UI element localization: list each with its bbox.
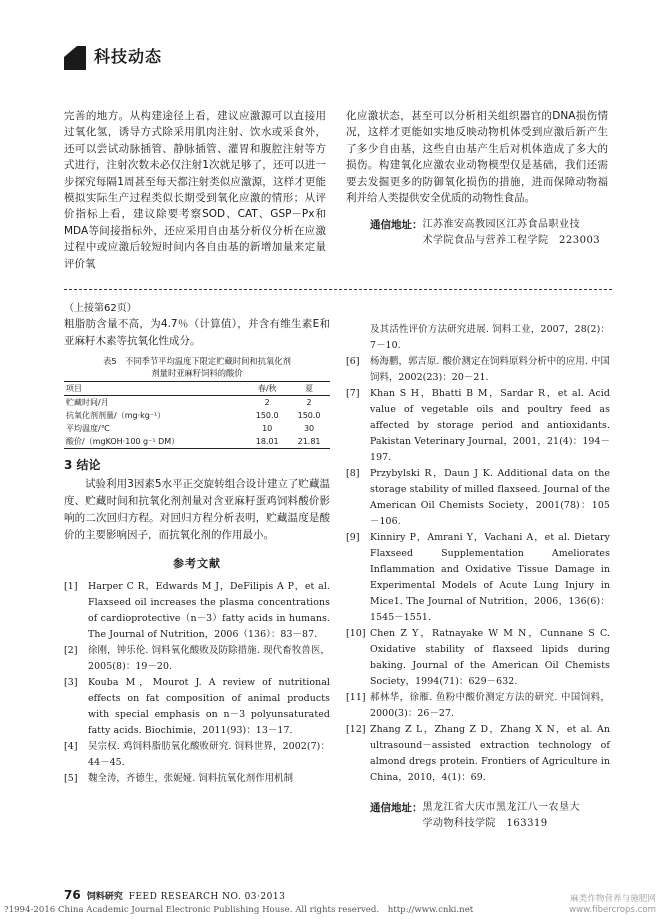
table-cell: 2 — [306, 398, 312, 407]
reference-number: [1] — [64, 580, 78, 592]
reference-item — [346, 386, 610, 466]
reference-item — [64, 739, 330, 771]
intro-paragraph: 粗脂肪含量不高，为4.7％（计算值），并含有维生素E和亚麻籽木素等抗氧化性成分。 — [64, 318, 330, 347]
reference-item — [64, 579, 330, 643]
address-body — [423, 217, 601, 249]
reference-list-left — [64, 579, 330, 787]
table-title — [64, 355, 330, 379]
table-cell: 2 — [264, 398, 270, 407]
top-article-right-column — [346, 108, 608, 249]
page-footer — [64, 888, 285, 902]
reference-number: [3] — [64, 676, 78, 688]
watermark-line: www.fibercrops.com — [569, 905, 656, 915]
reference-item — [346, 322, 610, 354]
table-title-line: 表5 不同季节平均温度下限定贮藏时间和抗氧化剂 — [103, 356, 291, 366]
reference-text: Chen Z Y，Ratnayake W M N，Cunnane S C. Oxidative stability of flaxseed lipids during baking. Journal of the American Oil Chemists Society，1994(71)：629－632. — [370, 628, 610, 687]
table-cell: 21.81 — [288, 435, 330, 449]
reference-text: 徐刚，钟乐伦. 饲料氧化酸败及防除措施. 现代畜牧兽医，2005(8)：19－20. — [88, 644, 330, 672]
reference-list-right — [346, 322, 610, 786]
reference-number: [6] — [346, 356, 360, 367]
table-row — [64, 422, 330, 435]
reference-item — [346, 722, 610, 786]
top-article-left-column — [64, 108, 326, 272]
top-article-right-text: 化应激状态，甚至可以分析相关组织器官的DNA损伤情况，这样才更能如实地反映动物机体受到应激后新产生了多少自由基，这些自由基产生后对机体造成了多大的损伤。构建氧化应激农业动物模型仅是基础，我们还需要去发掘更多的防御氧化损伤的措施，进而保障动物福利并给人类提供安全优质的动物性食品。 — [346, 110, 608, 205]
reference-item — [346, 354, 610, 386]
table-row — [64, 409, 330, 422]
bottom-article-left-column — [64, 302, 330, 787]
acid-value-table — [64, 381, 330, 449]
table-row — [64, 396, 330, 410]
reference-text: Zhang Z L，Zhang Z D，Zhang X N，et al. An ultrasound－assisted extraction technology of almond dregs protein. Frontiers of Agriculture in China，2010，4(1)：69. — [370, 724, 610, 783]
reference-item — [346, 690, 610, 722]
address-line: 黑龙江省大庆市黑龙江八一农垦大 — [422, 802, 580, 813]
reference-item — [346, 466, 610, 530]
references-heading: 参考文献 — [173, 557, 221, 571]
reference-number: [9] — [346, 532, 360, 543]
table-cell: 10 — [262, 424, 273, 433]
address-body — [423, 800, 581, 832]
journal-name: 饲料研究 — [86, 892, 123, 902]
table-header-cell: 春/秋 — [246, 382, 288, 396]
reference-text: 郝林华，徐雁. 鱼粉中酸价测定方法的研究. 中国饲料，2000(3)：26－27. — [370, 692, 610, 719]
section-title: 科技动态 — [94, 47, 163, 66]
address-label: 通信地址： — [370, 219, 423, 232]
reference-number: [12] — [346, 724, 366, 735]
address-label: 通信地址： — [370, 802, 423, 814]
reference-number: [11] — [346, 692, 366, 703]
watermark — [534, 894, 656, 916]
reference-item — [346, 626, 610, 690]
table-header-cell: 项目 — [64, 382, 246, 396]
reference-text: 吴宗权. 鸡饲料脂肪氧化酸败研究. 饲料世界，2002(7)：44－45. — [88, 740, 330, 768]
table-title-line: 剂量时亚麻籽饲料的酸价 — [151, 368, 243, 378]
copyright-line: ?1994-2016 China Academic Journal Electronic Publishing House. All rights reserved. http://www.cnki.net — [4, 905, 474, 915]
reference-text: Khan S H，Bhatti B M，Sardar R，et al. Acid value of vegetable oils and poultry feed as affected by storage period and antioxidants. Pakistan Veterinary Journal，2001，21(4)：194－197. — [370, 388, 610, 463]
reference-number: [4] — [64, 740, 78, 752]
reference-number: [5] — [64, 772, 78, 784]
bottom-address — [346, 800, 610, 832]
reference-text: 杨海鹏，郭吉原. 酸价测定在饲料原料分析中的应用. 中国饲料，2002(23)：20－21. — [370, 356, 610, 383]
reference-number: [7] — [346, 388, 360, 399]
table-cell: 30 — [303, 424, 315, 433]
table-row — [64, 435, 330, 449]
table-cell: 贮藏时间/月 — [66, 398, 109, 407]
reference-number: [10] — [346, 628, 366, 639]
continued-note: （上接第62页） — [64, 303, 137, 314]
address-line: 江苏淮安高教园区江苏食品职业技 — [422, 219, 580, 231]
reference-number: [2] — [64, 644, 78, 656]
table-cell: 平均温度/℃ — [66, 424, 110, 433]
article-divider — [64, 289, 612, 290]
journal-issue: FEED RESEARCH NO. 03·2013 — [128, 892, 286, 902]
address-line: 术学院食品与营养工程学院 223003 — [422, 235, 601, 247]
address-line: 学动物科技学院 163319 — [422, 818, 548, 829]
table-header-row — [64, 382, 330, 396]
section-logo-icon — [64, 46, 86, 70]
reference-item — [64, 643, 330, 675]
watermark-line: 麻类作物营养与施肥网 — [570, 894, 656, 904]
reference-text: Kinniry P，Amrani Y，Vachani A，et al. Dietary Flaxseed Supplementation Ameliorates Inflammation and Oxidative Tissue Damage in Experimental Models of Acute Lung Injury in Mice1. The Journal of Nutrition，2006，136(6)：1545－1551. — [370, 532, 610, 623]
reference-text: Przybylski R，Daun J K. Additional data on the storage stability of milled flaxseed. Journal of the American Oil Chemists Society，2001(78)：105－106. — [370, 468, 610, 527]
table-cell: 酸价/（mgKOH·100 g⁻¹ DM） — [64, 435, 246, 449]
table-cell: 150.0 — [297, 411, 321, 420]
reference-text: Kouba M，Mourot J. A review of nutritional effects on fat composition of animal products with special emphasis on n－3 polyunsaturated fatty acids. Biochimie，2011(93)：13－17. — [88, 676, 330, 736]
reference-text: Harper C R，Edwards M J，DeFilipis A P，et al. Flaxseed oil increases the plasma concentrations of cardioprotective（n－3）fatty acids in humans. The Journal of Nutrition，2006（136）：83－87. — [88, 580, 330, 640]
reference-item — [64, 675, 330, 739]
top-address — [346, 217, 608, 249]
bottom-article-right-column — [346, 322, 610, 832]
reference-text: 魏全涛，齐德生，张妮娅. 饲料抗氧化剂作用机制 — [88, 772, 294, 784]
page-number: 76 — [64, 888, 81, 902]
top-article-left-text: 完善的地方。从构建途径上看，建议应激源可以直接用过氧化氢，诱导方式除采用肌肉注射、饮水或采食外，还可以尝试动脉插管、静脉插管、灌胃和腹腔注射等方式进行，注射次数未必仅注射1次就足够了，还可以进一步探究每隔1周甚至每天都注射类似应激源，这样才更能模拟实际生产过程类似长期受到氧化应激的情形；从评价指标上看，建议除要考察SOD、CAT、GSP－Px和MDA等间接指标外，还应采用自由基分析仪分析在应激过程中或应激后较短时间内各自由基的新增加量来定量评价氧 — [64, 110, 326, 270]
conclusion-heading: 3 结论 — [64, 458, 101, 472]
table-cell: 抗氧化剂剂量/（mg·kg⁻¹） — [66, 411, 166, 420]
table-cell: 18.01 — [246, 435, 288, 449]
reference-number: [8] — [346, 468, 360, 479]
reference-text: 及其活性评价方法研究进展. 饲料工业，2007，28(2)：7－10. — [370, 324, 610, 351]
table-header-cell: 夏 — [288, 382, 330, 396]
conclusion-paragraph: 试验利用3因素5水平正交旋转组合设计建立了贮藏温度、贮藏时间和抗氧化剂剂量对含亚麻籽蛋鸡饲料酸价影响的二次回归方程。对回归方程分析表明，贮藏温度是酸价的主要影响因子，而抗氧化剂的作用最小。 — [64, 478, 330, 542]
reference-item — [64, 771, 330, 787]
reference-item — [346, 530, 610, 626]
table-cell: 150.0 — [255, 411, 279, 420]
